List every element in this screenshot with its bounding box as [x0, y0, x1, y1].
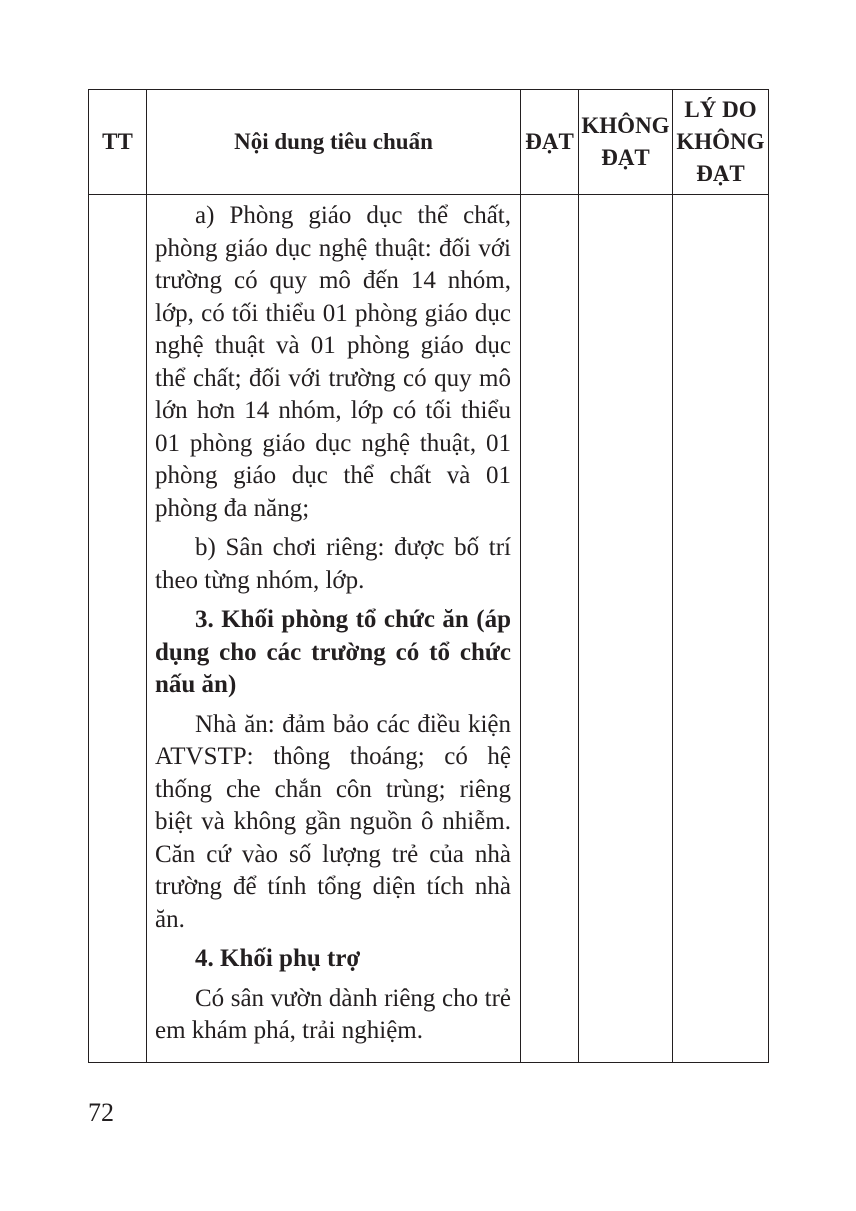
column-divider	[672, 90, 673, 1062]
paragraph-b: b) Sân chơi riêng: được bố trí theo từng nhóm, lớp.	[155, 534, 511, 594]
header-dat: ĐẠT	[525, 129, 574, 154]
header-divider	[89, 194, 768, 195]
column-divider	[520, 90, 521, 1062]
content-cell	[155, 200, 511, 1055]
header-ly-do: LÝ DO KHÔNG ĐẠT	[676, 97, 765, 186]
section-heading-3: 3. Khối phòng tổ chức ăn (áp dụng cho các trường có tổ chức nấu ăn)	[155, 606, 511, 698]
paragraph-garden: Có sân vườn dành riêng cho trẻ em khám phá, trải nghiệm.	[155, 984, 511, 1044]
page-number: 72	[88, 1098, 114, 1127]
column-divider	[578, 90, 579, 1062]
header-content: Nội dung tiêu chuẩn	[234, 129, 433, 154]
criteria-table	[88, 89, 769, 1063]
paragraph-dining: Nhà ăn: đảm bảo các điều kiện ATVSTP: thông thoáng; có hệ thống che chắn côn trùng; riêng biệt và không gần nguồn ô nhiễm. Căn cứ vào số lượng trẻ của nhà trường để tính tổng diện tích nhà ăn.	[155, 710, 511, 933]
paragraph-a: a) Phòng giáo dục thể chất, phòng giáo dục nghệ thuật: đối với trường có quy mô đến 14 nhóm, lớp, có tối thiểu 01 phòng giáo dục nghệ thuật và 01 phòng giáo dục thể chất; đối với trường có quy mô lớn hơn 14 nhóm, lớp có tối thiểu 01 phòng giáo dục nghệ thuật, 01 phòng giáo dục thể chất và 01 phòng đa năng;	[155, 202, 511, 522]
header-tt: TT	[102, 129, 133, 154]
section-heading-4: 4. Khối phụ trợ	[195, 945, 361, 972]
header-khong-dat: KHÔNG ĐẠT	[581, 113, 670, 170]
column-divider	[146, 90, 147, 1062]
